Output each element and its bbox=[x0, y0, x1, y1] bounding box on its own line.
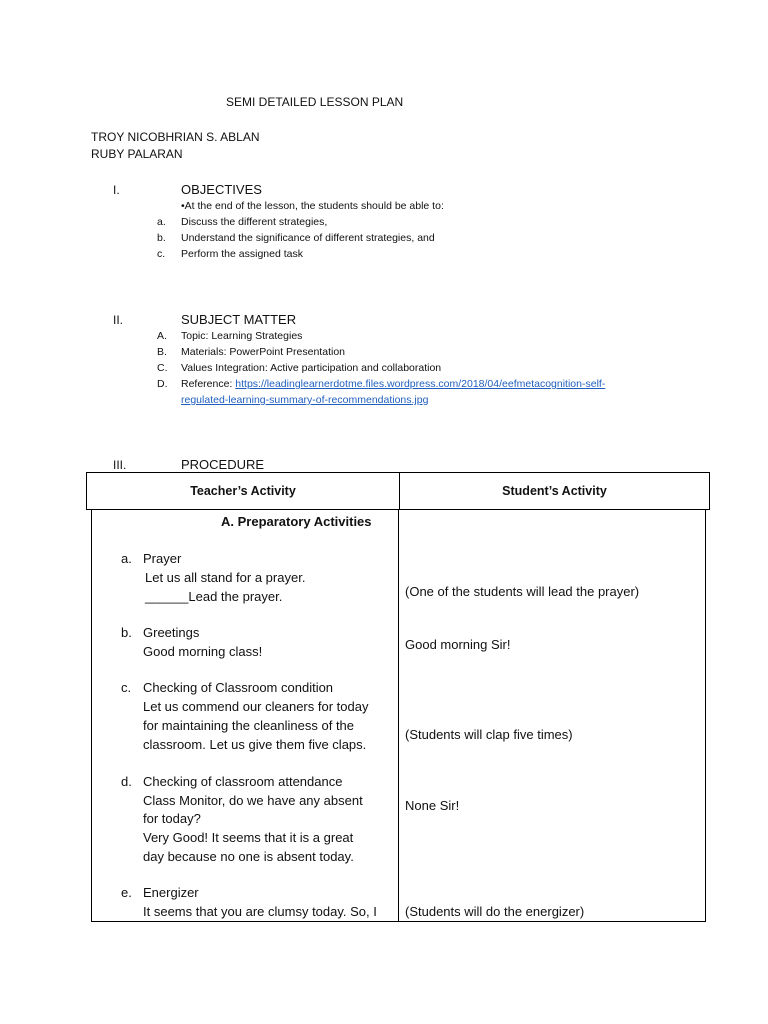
row-letter-b: b. bbox=[121, 625, 132, 640]
objective-letter-c: c. bbox=[157, 248, 166, 260]
classroom-condition-line-2: for maintaining the cleanliness of the bbox=[143, 718, 355, 733]
greetings-line-1: Good morning class! bbox=[143, 644, 263, 659]
section-number-objectives: I. bbox=[113, 183, 120, 197]
subject-materials: Materials: PowerPoint Presentation bbox=[181, 346, 345, 358]
subject-values: Values Integration: Active participation and collaboration bbox=[181, 362, 442, 374]
subject-topic: Topic: Learning Strategies bbox=[181, 330, 303, 342]
classroom-condition-line-3: classroom. Let us give them five claps. bbox=[143, 737, 367, 752]
row-letter-e: e. bbox=[121, 885, 132, 900]
prayer-student-response: (One of the students will lead the prayer) bbox=[405, 584, 640, 599]
row-letter-d: d. bbox=[121, 774, 132, 789]
section-number-subject-matter: II. bbox=[113, 313, 124, 327]
teacher-activity-header: Teacher’s Activity bbox=[87, 473, 400, 509]
section-number-procedure: III. bbox=[113, 458, 127, 472]
attendance-line-4: day because no one is absent today. bbox=[143, 849, 354, 864]
subject-letter-a: A. bbox=[157, 330, 167, 342]
attendance-student-response: None Sir! bbox=[405, 798, 460, 813]
objectives-intro: •At the end of the lesson, the students should be able to: bbox=[181, 200, 444, 212]
author-name-1: TROY NICOBHRIAN S. ABLAN bbox=[91, 130, 260, 144]
greetings-title: Greetings bbox=[143, 625, 200, 640]
classroom-condition-title: Checking of Classroom condition bbox=[143, 680, 334, 695]
prayer-line-1: Let us all stand for a prayer. bbox=[145, 570, 306, 585]
objective-text-b: Understand the significance of different strategies, and bbox=[181, 232, 435, 244]
section-title-objectives: OBJECTIVES bbox=[181, 182, 262, 197]
subject-letter-c: C. bbox=[157, 362, 168, 374]
prayer-line-2: ______Lead the prayer. bbox=[145, 589, 283, 604]
objective-text-c: Perform the assigned task bbox=[181, 248, 303, 260]
preparatory-activities-heading: A. Preparatory Activities bbox=[221, 514, 372, 529]
energizer-title: Energizer bbox=[143, 885, 199, 900]
classroom-condition-student-response: (Students will clap five times) bbox=[405, 727, 573, 742]
attendance-title: Checking of classroom attendance bbox=[143, 774, 343, 789]
section-title-subject-matter: SUBJECT MATTER bbox=[181, 312, 297, 327]
row-letter-a: a. bbox=[121, 551, 132, 566]
document-title: SEMI DETAILED LESSON PLAN bbox=[226, 95, 404, 109]
reference-link-continued[interactable]: regulated-learning-summary-of-recommendations.jpg bbox=[181, 394, 429, 406]
reference-link[interactable]: https://leadinglearnerdotme.files.wordpress.com/2018/04/eefmetacognition-self- bbox=[235, 378, 606, 390]
subject-letter-d: D. bbox=[157, 378, 168, 390]
subject-letter-b: B. bbox=[157, 346, 167, 358]
row-letter-c: c. bbox=[121, 680, 132, 695]
attendance-line-2: for today? bbox=[143, 811, 201, 826]
classroom-condition-line-1: Let us commend our cleaners for today bbox=[143, 699, 369, 714]
objective-letter-a: a. bbox=[157, 216, 166, 228]
author-name-2: RUBY PALARAN bbox=[91, 147, 183, 161]
objective-text-a: Discuss the different strategies, bbox=[181, 216, 328, 228]
section-title-procedure: PROCEDURE bbox=[181, 457, 265, 472]
greetings-student-response: Good morning Sir! bbox=[405, 637, 511, 652]
column-divider bbox=[398, 510, 399, 921]
energizer-student-response: (Students will do the energizer) bbox=[405, 904, 585, 919]
attendance-line-1: Class Monitor, do we have any absent bbox=[143, 793, 363, 808]
prayer-title: Prayer bbox=[143, 551, 182, 566]
student-activity-header: Student’s Activity bbox=[502, 484, 607, 498]
energizer-line-1: It seems that you are clumsy today. So, I bbox=[143, 904, 377, 919]
subject-reference bbox=[181, 378, 605, 390]
attendance-line-3: Very Good! It seems that it is a great bbox=[143, 830, 354, 845]
reference-label: Reference: bbox=[181, 378, 236, 390]
procedure-table-header bbox=[86, 472, 710, 510]
objective-letter-b: b. bbox=[157, 232, 166, 244]
